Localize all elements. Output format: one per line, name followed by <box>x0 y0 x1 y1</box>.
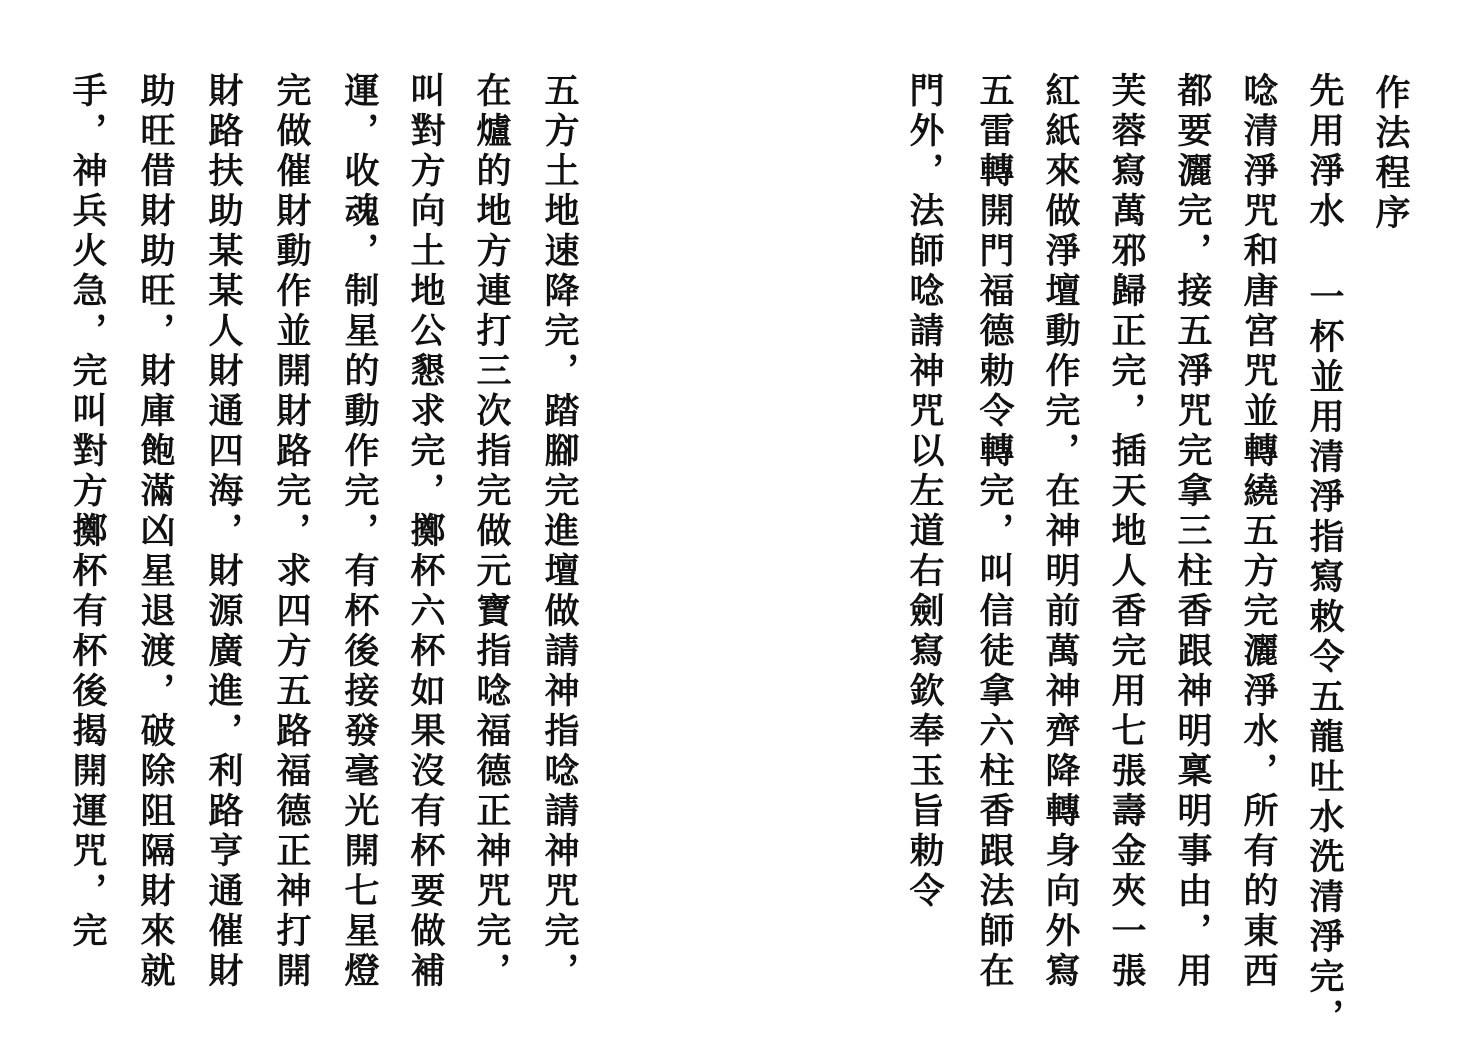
text-column: 手，神兵火急，完叫對方擲杯有杯後揭開運咒，完 <box>67 72 108 952</box>
right-page <box>735 0 1471 1056</box>
text-column: 都要灑完，接五淨咒完拿三柱香跟神明稟明事由，用 <box>1172 72 1213 992</box>
text-column: 五方土地速降完，踏腳完進壇做請神指唸請神咒完， <box>539 72 580 992</box>
text-column: 叫對方向土地公懇求完，擲杯六杯如果沒有杯要做補 <box>405 72 446 992</box>
text-column: 完做催財動作並開財路完，求四方五路福德正神打開 <box>271 72 312 992</box>
text-column: 芙蓉寫萬邪歸正完，插天地人香完用七張壽金夾一張 <box>1106 72 1147 992</box>
text-column: 助旺借財助旺，財庫飽滿凶星退渡，破除阻隔財來就 <box>135 72 176 992</box>
left-page <box>0 0 735 1056</box>
text-column: 唸清淨咒和唐宮咒並轉繞五方完灑淨水，所有的東西 <box>1238 72 1279 992</box>
text-column: 先用淨水 一杯並用清淨指寫敕令五龍吐水洗清淨完， <box>1304 72 1345 1038</box>
section-title: 作法程序 <box>1370 74 1411 234</box>
text-column: 門外，法師唸請神咒以左道右劍寫欽奉玉旨勅令 <box>904 72 945 912</box>
text-column: 五雷轉開門福德勅令轉完，叫信徒拿六柱香跟法師在 <box>974 72 1015 992</box>
text-column: 財路扶助某某人財通四海，財源廣進，利路亨通催財 <box>203 72 244 992</box>
text-column: 紅紙來做淨壇動作完，在神明前萬神齊降轉身向外寫 <box>1040 72 1081 992</box>
text-column: 運，收魂，制星的動作完，有杯後接發毫光開七星燈 <box>339 72 380 992</box>
text-column: 在爐的地方連打三次指完做元寶指唸福德正神咒完， <box>471 72 512 992</box>
